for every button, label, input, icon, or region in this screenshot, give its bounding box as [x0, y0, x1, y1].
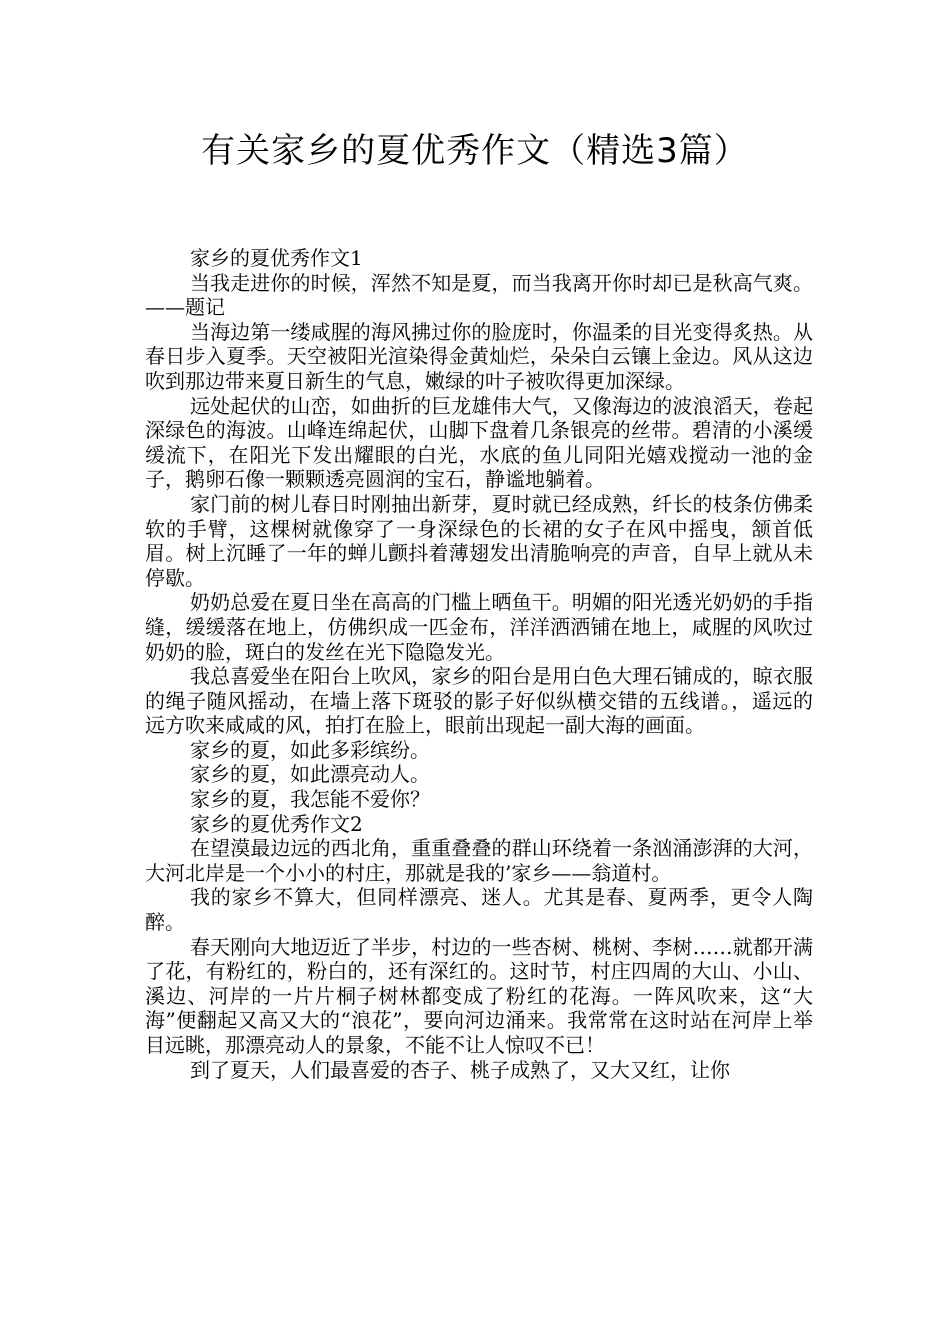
paragraph: 我总喜爱坐在阳台上吹风，家乡的阳台是用白色大理石铺成的，晾衣服的绳子随风摇动，在墙上落下斑驳的影子好似纵横交错的五线谱。，遥远的远方吹来咸咸的风，拍打在脸上，眼前出现起一副大海的画面。: [145, 664, 813, 738]
paragraph: 当我走进你的时候，浑然不知是夏，而当我离开你时却已是秋高气爽。——题记: [145, 270, 813, 320]
paragraph: 当海边第一缕咸腥的海风拂过你的脸庞时，你温柔的目光变得炙热。从春日步入夏季。天空被阳光渲染得金黄灿烂，朵朵白云镶上金边。风从这边吹到那边带来夏日新生的气息，嫩绿的叶子被吹得更加深绿。: [145, 319, 813, 393]
paragraph: 家乡的夏，我怎能不爱你？: [190, 787, 430, 812]
paragraph: 家乡的夏，如此多彩缤纷。: [190, 737, 430, 762]
paragraph: 到了夏天，人们最喜爱的杏子、桃子成熟了，又大又红，让你: [190, 1057, 730, 1082]
paragraph: 远处起伏的山峦，如曲折的巨龙雄伟大气，又像海边的波浪滔天，卷起深绿色的海波。山峰连绵起伏，山脚下盘着几条银亮的丝带。碧清的小溪缓缓流下，在阳光下发出耀眼的白光，水底的鱼儿同阳光嬉戏搅动一池的金子，鹅卵石像一颗颗透亮圆润的宝石，静谧地躺着。: [145, 393, 813, 492]
paragraph: 奶奶总爱在夏日坐在高高的门槛上晒鱼干。明媚的阳光透光奶奶的手指缝，缓缓落在地上，仿佛织成一匹金布，洋洋洒洒铺在地上，咸腥的风吹过奶奶的脸，斑白的发丝在光下隐隐发光。: [145, 590, 813, 664]
section-heading-2: 家乡的夏优秀作文2: [190, 811, 363, 836]
paragraph: 我的家乡不算大，但同样漂亮、迷人。尤其是春、夏两季，更令人陶醉。: [145, 885, 813, 935]
paragraph: 家门前的树儿春日时刚抽出新芽，夏时就已经成熟，纤长的枝条仿佛柔软的手臂，这棵树就像穿了一身深绿色的长裙的女子在风中摇曳，颔首低眉。树上沉睡了一年的蝉儿颤抖着薄翅发出清脆响亮的声音，自早上就从未停歇。: [145, 491, 813, 590]
paragraph: 家乡的夏，如此漂亮动人。: [190, 762, 430, 787]
document-title: 有关家乡的夏优秀作文（精选3篇）: [201, 131, 749, 171]
paragraph: 春天刚向大地迈近了半步，村边的一些杏树、桃树、李树……就都开满了花，有粉红的，粉白的，还有深红的。这时节，村庄四周的大山、小山、溪边、河岸的一片片桐子树林都变成了粉红的花海。一阵风吹来，这“大海”便翻起又高又大的“浪花”，要向河边涌来。我常常在这时站在河岸上举目远眺，那漂亮动人的景象，不能不让人惊叹不已！: [145, 934, 813, 1057]
paragraph: 在望漠最边远的西北角，重重叠叠的群山环绕着一条汹涌澎湃的大河，大河北岸是一个小小的村庄，那就是我的’家乡——翁道村。: [145, 836, 813, 885]
section-heading-1: 家乡的夏优秀作文1: [190, 246, 363, 270]
document-body: [145, 246, 813, 1082]
